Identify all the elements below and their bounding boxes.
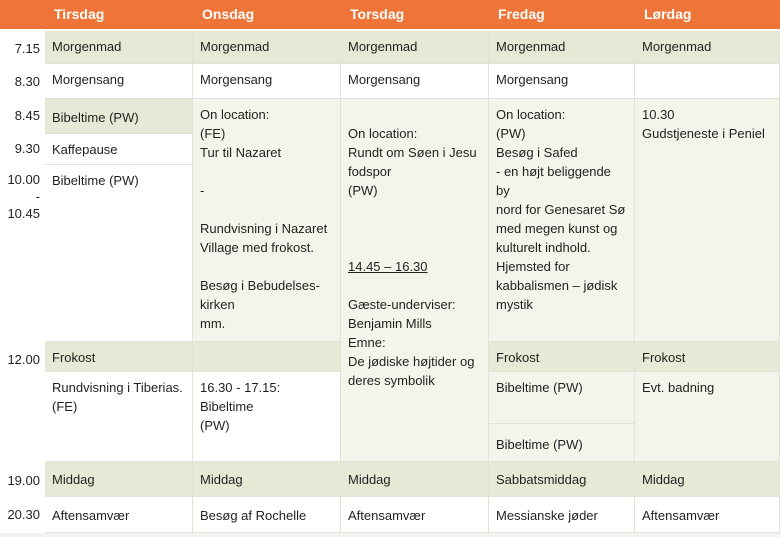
time-715: 7.15 [14,41,40,56]
header-onsdag: Onsdag [193,0,341,29]
fredag-frokost: Frokost [489,342,635,372]
lordag-aften: Aftensamvær [635,497,780,533]
tirsdag-bibeltime-1: Bibeltime (PW) [45,99,193,134]
onsdag-location: On location: (FE) Tur til Nazaret - Rundvisning i Nazaret Village med frokost. Besøg i Bebudelses- kirken mm. [193,99,341,342]
fredag-middag: Sabbatsmiddag [489,462,635,497]
torsdag-location-block [341,99,489,462]
torsdag-morgenmad: Morgenmad [341,31,489,64]
fredag-morgenmad: Morgenmad [489,31,635,64]
onsdag-morgensang: Morgensang [193,64,341,99]
time-1000: 10.00 - 10.45 [7,172,40,221]
onsdag-morgenmad: Morgenmad [193,31,341,64]
fredag-morgensang: Morgensang [489,64,635,99]
onsdag-aften: Besøg af Rochelle [193,497,341,533]
lordag-morgenmad: Morgenmad [635,31,780,64]
lordag-badning: Evt. badning [635,372,780,462]
header-tirsdag: Tirsdag [45,0,193,29]
onsdag-bibeltime: 16.30 - 17.15: Bibeltime (PW) [193,372,341,462]
tirsdag-frokost: Frokost [45,342,193,372]
time-1900: 19.00 [7,473,40,488]
header-fredag: Fredag [489,0,635,29]
lordag-frokost: Frokost [635,342,780,372]
tirsdag-rundvisning: Rundvisning i Tiberias. (FE) [45,372,193,462]
time-2030: 20.30 [7,507,40,522]
tirsdag-bibeltime-2: Bibeltime (PW) [45,165,193,342]
tirsdag-morgenmad: Morgenmad [45,31,193,64]
header-torsdag: Torsdag [341,0,489,29]
tirsdag-kaffepause: Kaffepause [45,134,193,165]
tirsdag-morgensang: Morgensang [45,64,193,99]
torsdag-location: On location: Rundt om Søen i Jesu fodspor (PW) [348,126,477,198]
header-lordag: Lørdag [635,0,780,29]
torsdag-middag: Middag [341,462,489,497]
tirsdag-middag: Middag [45,462,193,497]
onsdag-middag: Middag [193,462,341,497]
onsdag-frokost-empty [193,342,341,372]
time-930: 9.30 [14,141,40,156]
fredag-bibeltime-1: Bibeltime (PW) [489,372,635,424]
time-845: 8.45 [14,108,40,123]
bottom-edge [0,533,780,537]
fredag-aften: Messianske jøder [489,497,635,533]
lordag-middag: Middag [635,462,780,497]
tirsdag-aften: Aftensamvær [45,497,193,533]
time-830: 8.30 [14,74,40,89]
lordag-gudstjeneste: 10.30 Gudstjeneste i Peniel [635,99,780,342]
lordag-morgensang-empty [635,64,780,99]
time-1200: 12.00 [7,352,40,367]
fredag-bibeltime-2: Bibeltime (PW) [489,424,635,462]
torsdag-time-underlined: 14.45 – 16.30 [348,259,428,274]
torsdag-morgensang: Morgensang [341,64,489,99]
torsdag-guest: Gæste-underviser: Benjamin Mills Emne: De jødiske højtider og deres symbolik [348,297,475,388]
fredag-location: On location: (PW) Besøg i Safed - en højt beliggende by nord for Genesaret Sø med megen kunst og kulturelt indhold. Hjemsted for kabbalismen – jødisk mystik [489,99,635,342]
header-corner [0,0,45,29]
torsdag-aften: Aftensamvær [341,497,489,533]
